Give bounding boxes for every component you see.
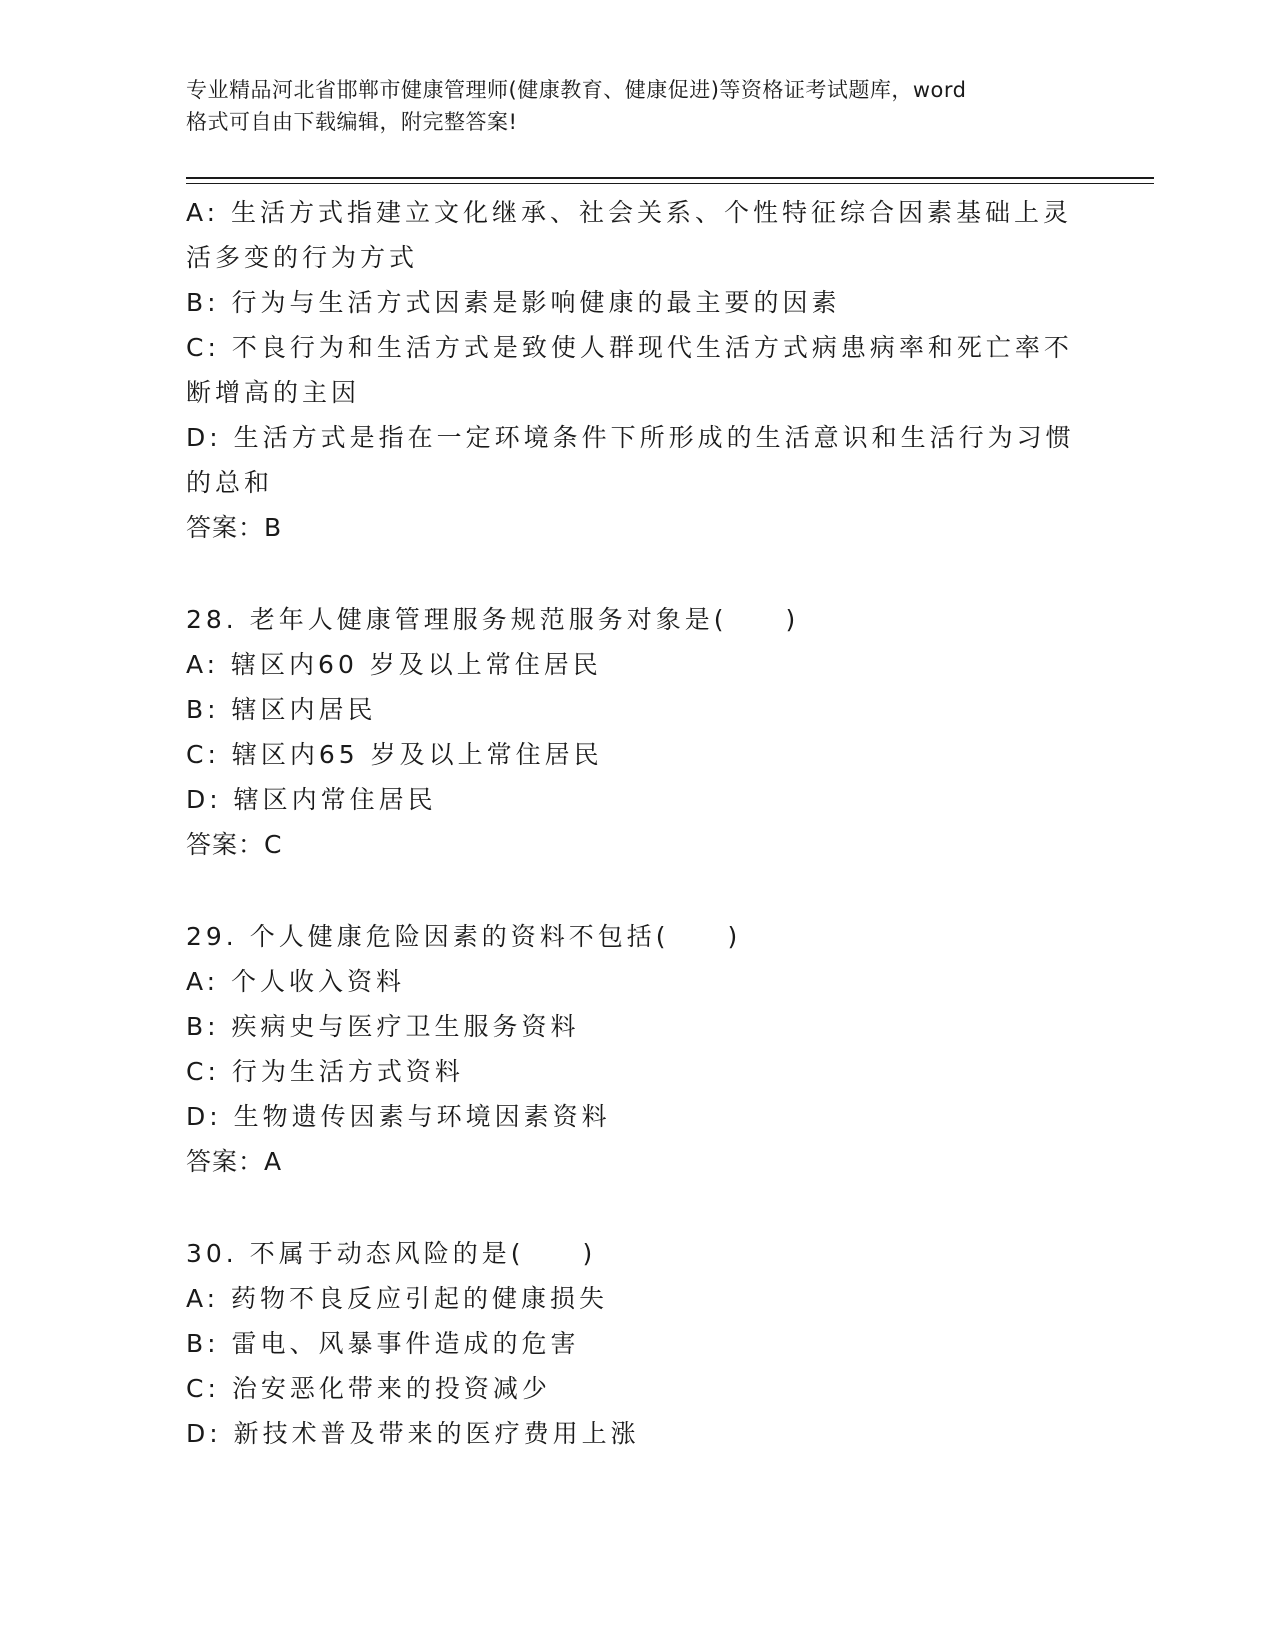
- option-c: C: 行为生活方式资料: [186, 1057, 464, 1086]
- spacer: [186, 867, 1086, 914]
- document-header: [186, 74, 1086, 138]
- question-29: [186, 914, 1086, 1184]
- question-text: 29. 个人健康危险因素的资料不包括( ): [186, 922, 742, 951]
- option-a: A: 个人收入资料: [186, 967, 406, 996]
- option-c: C: 治安恶化带来的投资减少: [186, 1374, 551, 1403]
- option-d: D: 新技术普及带来的医疗费用上涨: [186, 1419, 640, 1448]
- answer: 答案：B: [186, 513, 283, 542]
- header-divider-thin: [186, 183, 1154, 184]
- header-line-1: 专业精品河北省邯郸市健康管理师(健康教育、健康促进)等资格证考试题库，word: [186, 78, 967, 102]
- question-28: [186, 597, 1086, 867]
- spacer: [186, 550, 1086, 597]
- option-a-line-1: A: 生活方式指建立文化继承、社会关系、个性特征综合因素基础上灵: [186, 198, 1073, 227]
- answer: 答案：C: [186, 830, 283, 859]
- option-b: B: 辖区内居民: [186, 695, 377, 724]
- header-divider-thick: [186, 177, 1154, 179]
- option-d-line-1: D: 生活方式是指在一定环境条件下所形成的生活意识和生活行为习惯: [186, 423, 1075, 452]
- option-c: C: 辖区内65 岁及以上常住居民: [186, 740, 603, 769]
- option-b: B: 疾病史与医疗卫生服务资料: [186, 1012, 580, 1041]
- question-text: 30. 不属于动态风险的是( ): [186, 1239, 597, 1268]
- header-line-2: 格式可自由下载编辑，附完整答案!: [186, 110, 518, 134]
- option-a: A: 辖区内60 岁及以上常住居民: [186, 650, 602, 679]
- question-30: [186, 1231, 1086, 1456]
- option-b: B: 行为与生活方式因素是影响健康的最主要的因素: [186, 288, 841, 317]
- option-d: D: 辖区内常住居民: [186, 785, 437, 814]
- question-27-options: [186, 190, 1086, 550]
- question-text: 28. 老年人健康管理服务规范服务对象是( ): [186, 605, 800, 634]
- option-c-line-2: 断增高的主因: [186, 378, 361, 407]
- option-b: B: 雷电、风暴事件造成的危害: [186, 1329, 580, 1358]
- question-list: [186, 190, 1086, 1456]
- answer: 答案：A: [186, 1147, 283, 1176]
- option-a-line-2: 活多变的行为方式: [186, 243, 419, 272]
- spacer: [186, 1184, 1086, 1231]
- option-c-line-1: C: 不良行为和生活方式是致使人群现代生活方式病患病率和死亡率不: [186, 333, 1073, 362]
- option-a: A: 药物不良反应引起的健康损失: [186, 1284, 609, 1313]
- option-d-line-2: 的总和: [186, 468, 274, 497]
- option-d: D: 生物遗传因素与环境因素资料: [186, 1102, 611, 1131]
